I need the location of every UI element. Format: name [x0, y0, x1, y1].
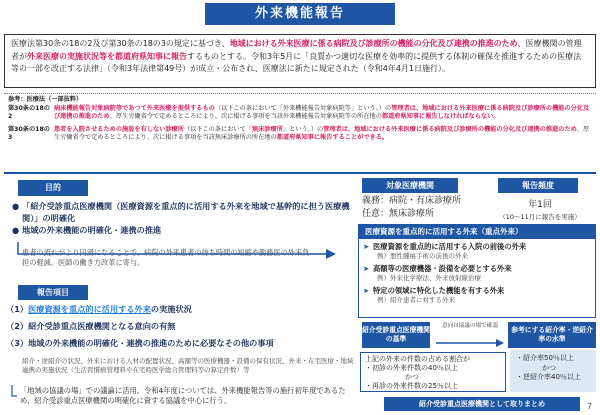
target-key: 任意：: [362, 208, 390, 219]
reference-rate-text: かつ: [542, 363, 556, 372]
key-outpatient-title: 高額等の医療機器・設備を必要とする外来: [373, 264, 512, 273]
law-highlight: 管理者は、地域における外来医療に係る病院及び診療所の機能の分化及び連携の推進のため: [54, 105, 590, 121]
law-highlight: 都道府県知事に報告しなければならない。: [381, 113, 500, 121]
council-note: 「地域の協議の場」での議論に活用。令和4年度については、外来機能報告等の施行初年度であるため、紹介受診重点医療機関の明確化に資する協議を中心に行う。: [20, 386, 346, 405]
report-items-label: 報告項目: [18, 285, 88, 300]
frequency-label: 報告頻度: [498, 178, 578, 193]
key-outpatient-example: 例）悪性腫瘍手術の前後の外来: [377, 251, 468, 260]
intro-text: するものとする。令和3年5月に「良質かつ適切な医療を効率的に提供する体制の確保を推進するための医療法等の一部を改正する法律」（令和3年法律第49号）が成立・公布され、医療法に新たに規定された（令和4年4月1日施行）。: [11, 51, 582, 73]
criteria-box: [360, 352, 506, 392]
purpose-item: 地域の外来機能の明確化・連携の推進: [22, 225, 162, 235]
intro-highlight: 地域における外来医療に係る病院及び診療所の機能の分化及び連携の推進のため: [229, 39, 518, 48]
arrow-icon: [14, 240, 354, 278]
frequency-value: 年1回: [528, 200, 552, 210]
law-reference: [8, 96, 594, 142]
article-label: 第30条の18の3: [8, 125, 50, 141]
key-outpatient-example: 例）紹介患者に対する外来: [377, 295, 455, 304]
key-outpatient-item: ➤ 高額等の医療機器・設備を必要とする外来: [363, 264, 512, 273]
key-outpatient-item: ➤ 特定の領域に特化した機能を有する外来: [363, 286, 505, 295]
target-label: 対象医療機関: [362, 178, 458, 193]
report-item-link: 医療資源を重点的に活用する外来: [28, 304, 151, 314]
report-item-detail: 紹介・逆紹介の状況、外来における人材の配置状況、高額等の医療機器・設備の保有状況、外来・在宅医療・地域連携の実施状況（生活習慣病管理料や在宅時医学総合管理料等の算定件数）等: [22, 357, 354, 374]
criteria-note: 意向は協議の場で確認: [442, 323, 498, 329]
key-outpatient-box: [358, 224, 596, 318]
criteria-label: 紹介受診重点医療機関の基準: [362, 322, 430, 348]
purpose-label: 目的: [18, 180, 88, 196]
law-heading: 参考：医療法（一部抜粋）: [8, 96, 83, 103]
report-item: （2）紹介受診重点医療機関となる意向の有無: [6, 321, 176, 331]
law-text: （以下この条において「外来機能報告対象病院等」という。）の: [214, 105, 392, 113]
section-divider: [4, 172, 596, 174]
criteria-text: ・再診の外来件数の25％以上: [365, 382, 458, 390]
arrow-icon: [434, 338, 506, 348]
report-number: （1）: [6, 304, 29, 314]
reference-rate-text: ・紹介率50％以上: [516, 354, 574, 362]
frequency-note: （10〜11月に報告を実施）: [499, 213, 581, 221]
report-item: （3）地域の外来機能の明確化・連携の推進のために必要なその他の事項: [6, 338, 274, 348]
key-outpatient-title: 医療資源を重点的に活用する入院の前後の外来: [373, 242, 527, 251]
law-highlight: 都道府県知事に報告することができる。: [276, 133, 389, 141]
intro-box: [4, 34, 596, 88]
purpose-list: ● 「紹介受診重点医療機関（医療資源を重点的に活用する外来を地域で基幹的に担う医療機関）」の明確化 ● 地域の外来機能の明確化・連携の推進: [12, 200, 352, 236]
page-number: 7: [586, 402, 592, 411]
key-outpatient-header: 医療資源を重点的に活用する外来（重点外来）: [359, 225, 595, 239]
criteria-text: 上記の外来の件数の占める割合が: [365, 355, 470, 363]
target-value: 無床診療所: [389, 208, 435, 219]
key-outpatient-title: 特定の領域に特化した機能を有する外来: [373, 286, 505, 295]
law-text: 、厚生労働省令で定めるところにより、次に掲げる事項を当該外来機能報告対象病院等の所在地の: [109, 113, 382, 121]
designation-bar: 紹介受診重点医療機関として取りまとめ: [384, 397, 580, 411]
target-value: 病院・有床診療所: [389, 196, 462, 206]
frequency-box: [488, 197, 592, 221]
key-outpatient-item: ➤ 医療資源を重点的に活用する入院の前後の外来: [363, 242, 527, 251]
law-article-2: [8, 126, 594, 142]
reference-rate-label: 参考にする紹介率・逆紹介率の水準: [508, 322, 596, 348]
divider: [4, 93, 596, 94]
key-outpatient-example: 例）外来化学療法、外来放射線治療: [377, 273, 481, 282]
criteria-text: ・初診の外来件数の40％以上: [365, 364, 458, 372]
criteria-text: かつ: [405, 373, 419, 381]
corner-bracket-icon: [6, 384, 18, 400]
law-text: 、厚生労働省令で定めるところにより、次に掲げる事項を当該無床診療所の所在地の: [54, 125, 590, 141]
reference-rate-box: [510, 350, 596, 392]
reference-rate-text: ・逆紹介率40％以上: [516, 373, 581, 381]
law-text: 」という。）の: [282, 125, 324, 133]
law-highlight: 患者を入院させるための施設を有しない診療所: [54, 125, 184, 133]
target-key: 義務：: [362, 196, 390, 206]
intro-text: 医療法第30条の18の2及び第30条の18の3の規定に基づき、: [11, 39, 230, 48]
law-article-1: [8, 105, 594, 121]
target-box: [362, 195, 472, 220]
law-text: （以下この条において「: [183, 125, 252, 133]
page-title: 外来機能報告: [205, 3, 395, 25]
law-highlight: 無床診療所: [252, 125, 283, 133]
law-highlight: 管理者は、地域における外来医療に係る病院及び診療所の機能の分化及び連携の推進のため: [323, 125, 577, 133]
intro-highlight: 外来医療の実施状況等を都道府県知事に報告: [27, 51, 187, 61]
article-label: 第30条の18の2: [8, 105, 50, 121]
purpose-item: 「紹介受診重点医療機関（医療資源を重点的に活用する外来を地域で基幹的に担う医療機関）」の明確化: [22, 201, 350, 223]
report-items: [6, 304, 354, 349]
intro-text: 、医療機関の管理者が: [11, 39, 582, 61]
purpose-description: 患者の流れがより円滑になることで、病院の外来患者の待ち時間の短縮や勤務医の外来負担の軽減、医師の働き方改革に寄与。: [22, 248, 310, 267]
report-item-text: の実施状況: [150, 304, 192, 314]
law-highlight: 病床機能報告対象病院等であつて外来医療を提供するもの: [54, 105, 215, 113]
